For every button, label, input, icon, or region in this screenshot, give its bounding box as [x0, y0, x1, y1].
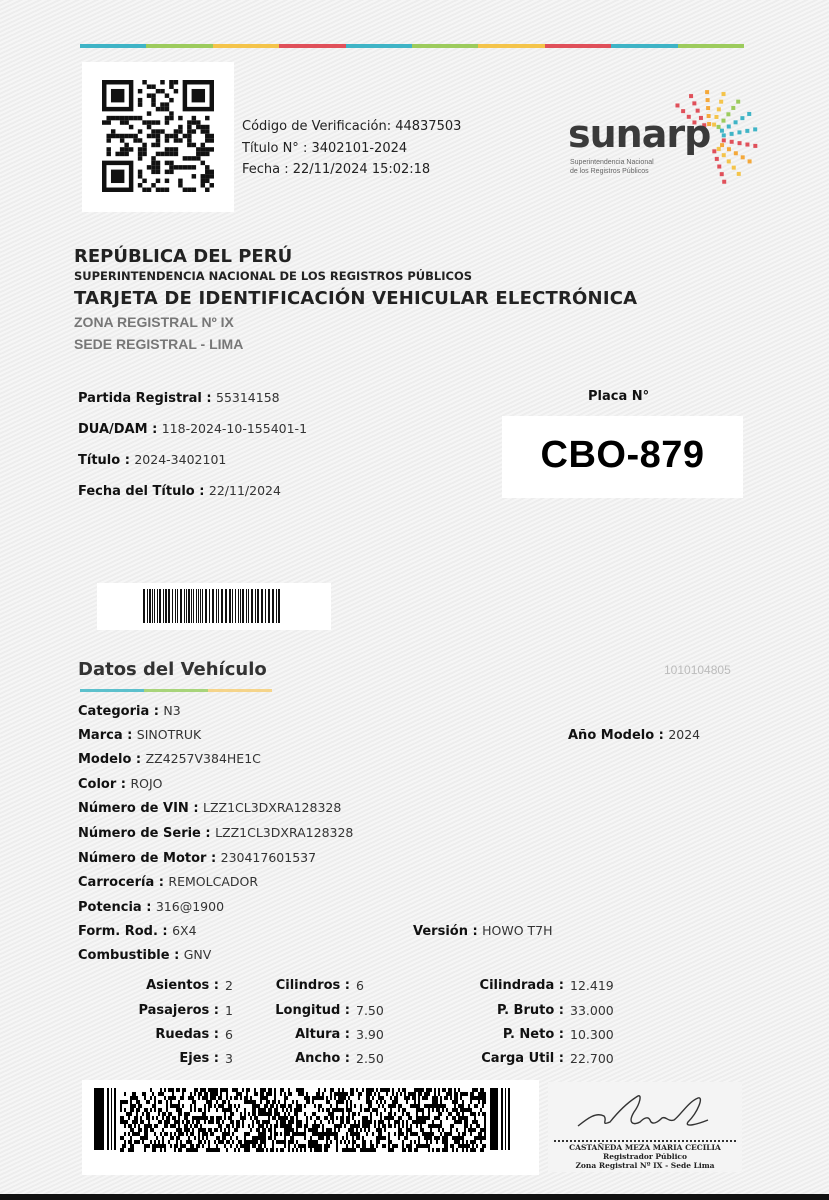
form-rod-label: Form. Rod. :	[78, 924, 168, 939]
barcode-small	[97, 583, 331, 630]
motor-label: Número de Motor :	[78, 851, 217, 866]
stripe-segment	[545, 44, 611, 48]
color-label: Color :	[78, 777, 126, 792]
signature-icon	[548, 1082, 742, 1142]
signature-block	[548, 1082, 742, 1172]
spec-value: 3	[225, 1051, 233, 1066]
stripe-segment	[611, 44, 677, 48]
vin-field	[78, 799, 341, 817]
modelo-field	[78, 750, 261, 768]
spec-value: 6	[225, 1027, 233, 1042]
barcode-icon	[143, 589, 283, 623]
spec-value: 12.419	[570, 978, 614, 993]
stripe-segment	[80, 44, 146, 48]
spec-label: Carga Util :	[481, 1051, 564, 1066]
plate-box	[502, 416, 743, 498]
signer-zone: Zona Registral Nº IX - Sede Lima	[575, 1161, 715, 1170]
form-rod-field	[78, 922, 197, 940]
titulo-label: Título :	[78, 453, 130, 468]
underline-segment	[208, 689, 272, 692]
motor-field	[78, 849, 316, 867]
qr-code-icon	[102, 80, 214, 192]
version-value: HOWO T7H	[482, 923, 553, 938]
logo-wordmark: sunarp	[568, 112, 711, 156]
spec-value: 3.90	[356, 1027, 384, 1042]
anio-modelo-field	[568, 726, 700, 744]
anio-modelo-label: Año Modelo :	[568, 728, 664, 743]
combustible-value: GNV	[183, 947, 212, 962]
form-rod-value: 6X4	[172, 923, 197, 938]
underline-segment	[80, 689, 144, 692]
dua-label: DUA/DAM :	[78, 422, 158, 437]
marca-value: SINOTRUK	[136, 727, 202, 742]
spec-label: Ruedas :	[155, 1027, 219, 1042]
titulo-field	[78, 451, 226, 469]
anio-modelo-value: 2024	[668, 727, 701, 742]
carroceria-field	[78, 873, 258, 891]
spec-label: Asientos :	[146, 978, 219, 993]
spec-value: 2	[225, 978, 233, 993]
agency-title: SUPERINTENDENCIA NACIONAL DE LOS REGISTROS PÚBLICOS	[74, 269, 473, 283]
version-label: Versión :	[413, 924, 478, 939]
stripe-segment	[213, 44, 279, 48]
serie-field	[78, 824, 353, 842]
potencia-field	[78, 898, 224, 916]
spec-value: 10.300	[570, 1027, 614, 1042]
spec-value: 33.000	[570, 1003, 614, 1018]
vin-value: LZZ1CL3DXRA128328	[202, 800, 342, 815]
document-title: TARJETA DE IDENTIFICACIÓN VEHICULAR ELECTRÓNICA	[74, 288, 638, 309]
spec-label: Cilindrada :	[479, 978, 564, 993]
signer-role: Registrador Público	[602, 1152, 687, 1161]
section-underline	[80, 689, 272, 692]
combustible-field	[78, 946, 211, 964]
spec-label: P. Bruto :	[496, 1003, 564, 1018]
titulo-value: 2024-3402101	[134, 452, 227, 467]
motor-value: 230417601537	[220, 850, 317, 865]
modelo-label: Modelo :	[78, 752, 142, 767]
spec-label: Ejes :	[179, 1051, 219, 1066]
stripe-segment	[678, 44, 744, 48]
version-field	[413, 922, 553, 940]
spec-label: Pasajeros :	[138, 1003, 219, 1018]
verification-date: Fecha : 22/11/2024 15:02:18	[242, 162, 431, 177]
sunarp-logo	[560, 76, 760, 186]
potencia-value: 316@1900	[155, 899, 225, 914]
spec-label: Altura :	[295, 1027, 350, 1042]
color-stripe	[80, 44, 744, 48]
potencia-label: Potencia :	[78, 900, 152, 915]
categoria-value: N3	[163, 703, 181, 718]
verification-code: Código de Verificación: 44837503	[242, 119, 462, 134]
spec-value: 7.50	[356, 1003, 384, 1018]
stripe-segment	[279, 44, 345, 48]
bottom-bar	[0, 1194, 829, 1200]
signer-name: CASTAÑEDA MEZA MARIA CECILIA	[569, 1143, 721, 1152]
pdf417-barcode	[82, 1080, 539, 1175]
stripe-segment	[412, 44, 478, 48]
plate-label: Placa N°	[588, 389, 650, 404]
section-title: Datos del Vehículo	[78, 659, 267, 680]
carroceria-value: REMOLCADOR	[168, 874, 259, 889]
spec-label: Cilindros :	[275, 978, 350, 993]
partida-field	[78, 389, 280, 407]
partida-label: Partida Registral :	[78, 391, 212, 406]
carroceria-label: Carrocería :	[78, 875, 164, 890]
marca-label: Marca :	[78, 728, 133, 743]
partida-value: 55314158	[216, 390, 280, 405]
signature-divider	[554, 1140, 736, 1142]
verification-info	[242, 116, 461, 181]
marca-field	[78, 726, 201, 744]
stripe-segment	[346, 44, 412, 48]
modelo-value: ZZ4257V384HE1C	[145, 751, 261, 766]
logo-subtitle	[570, 158, 654, 176]
color-field	[78, 775, 163, 793]
zone-title: ZONA REGISTRAL Nº IX	[74, 314, 234, 330]
serie-value: LZZ1CL3DXRA128328	[215, 825, 354, 840]
spec-value: 2.50	[356, 1051, 384, 1066]
document-number: 1010104805	[664, 663, 731, 677]
logo-subtitle-line2: de los Registros Públicos	[570, 168, 649, 175]
categoria-field	[78, 702, 181, 720]
combustible-label: Combustible :	[78, 948, 180, 963]
dua-field	[78, 420, 307, 438]
spec-label: Ancho :	[295, 1051, 350, 1066]
country-title: REPÚBLICA DEL PERÚ	[74, 246, 293, 267]
spec-label: P. Neto :	[502, 1027, 564, 1042]
color-value: ROJO	[130, 776, 163, 791]
fecha-titulo-value: 22/11/2024	[208, 483, 281, 498]
underline-segment	[144, 689, 208, 692]
logo-subtitle-line1: Superintendencia Nacional	[570, 159, 654, 166]
fecha-titulo-label: Fecha del Título :	[78, 484, 205, 499]
spec-value: 6	[356, 978, 364, 993]
dua-value: 118-2024-10-155401-1	[161, 421, 308, 436]
stripe-segment	[146, 44, 212, 48]
serie-label: Número de Serie :	[78, 826, 211, 841]
vin-label: Número de VIN :	[78, 801, 199, 816]
verification-title: Título N° : 3402101-2024	[242, 140, 408, 156]
stripe-segment	[478, 44, 544, 48]
office-title: SEDE REGISTRAL - LIMA	[74, 336, 244, 352]
spec-value: 1	[225, 1003, 233, 1018]
plate-number: CBO-879	[540, 434, 705, 476]
spec-label: Longitud :	[275, 1003, 350, 1018]
categoria-label: Categoria :	[78, 704, 159, 719]
spec-value: 22.700	[570, 1051, 614, 1066]
qr-code-panel	[82, 62, 234, 212]
fecha-titulo-field	[78, 482, 281, 500]
pdf417-barcode-icon	[94, 1084, 514, 1154]
